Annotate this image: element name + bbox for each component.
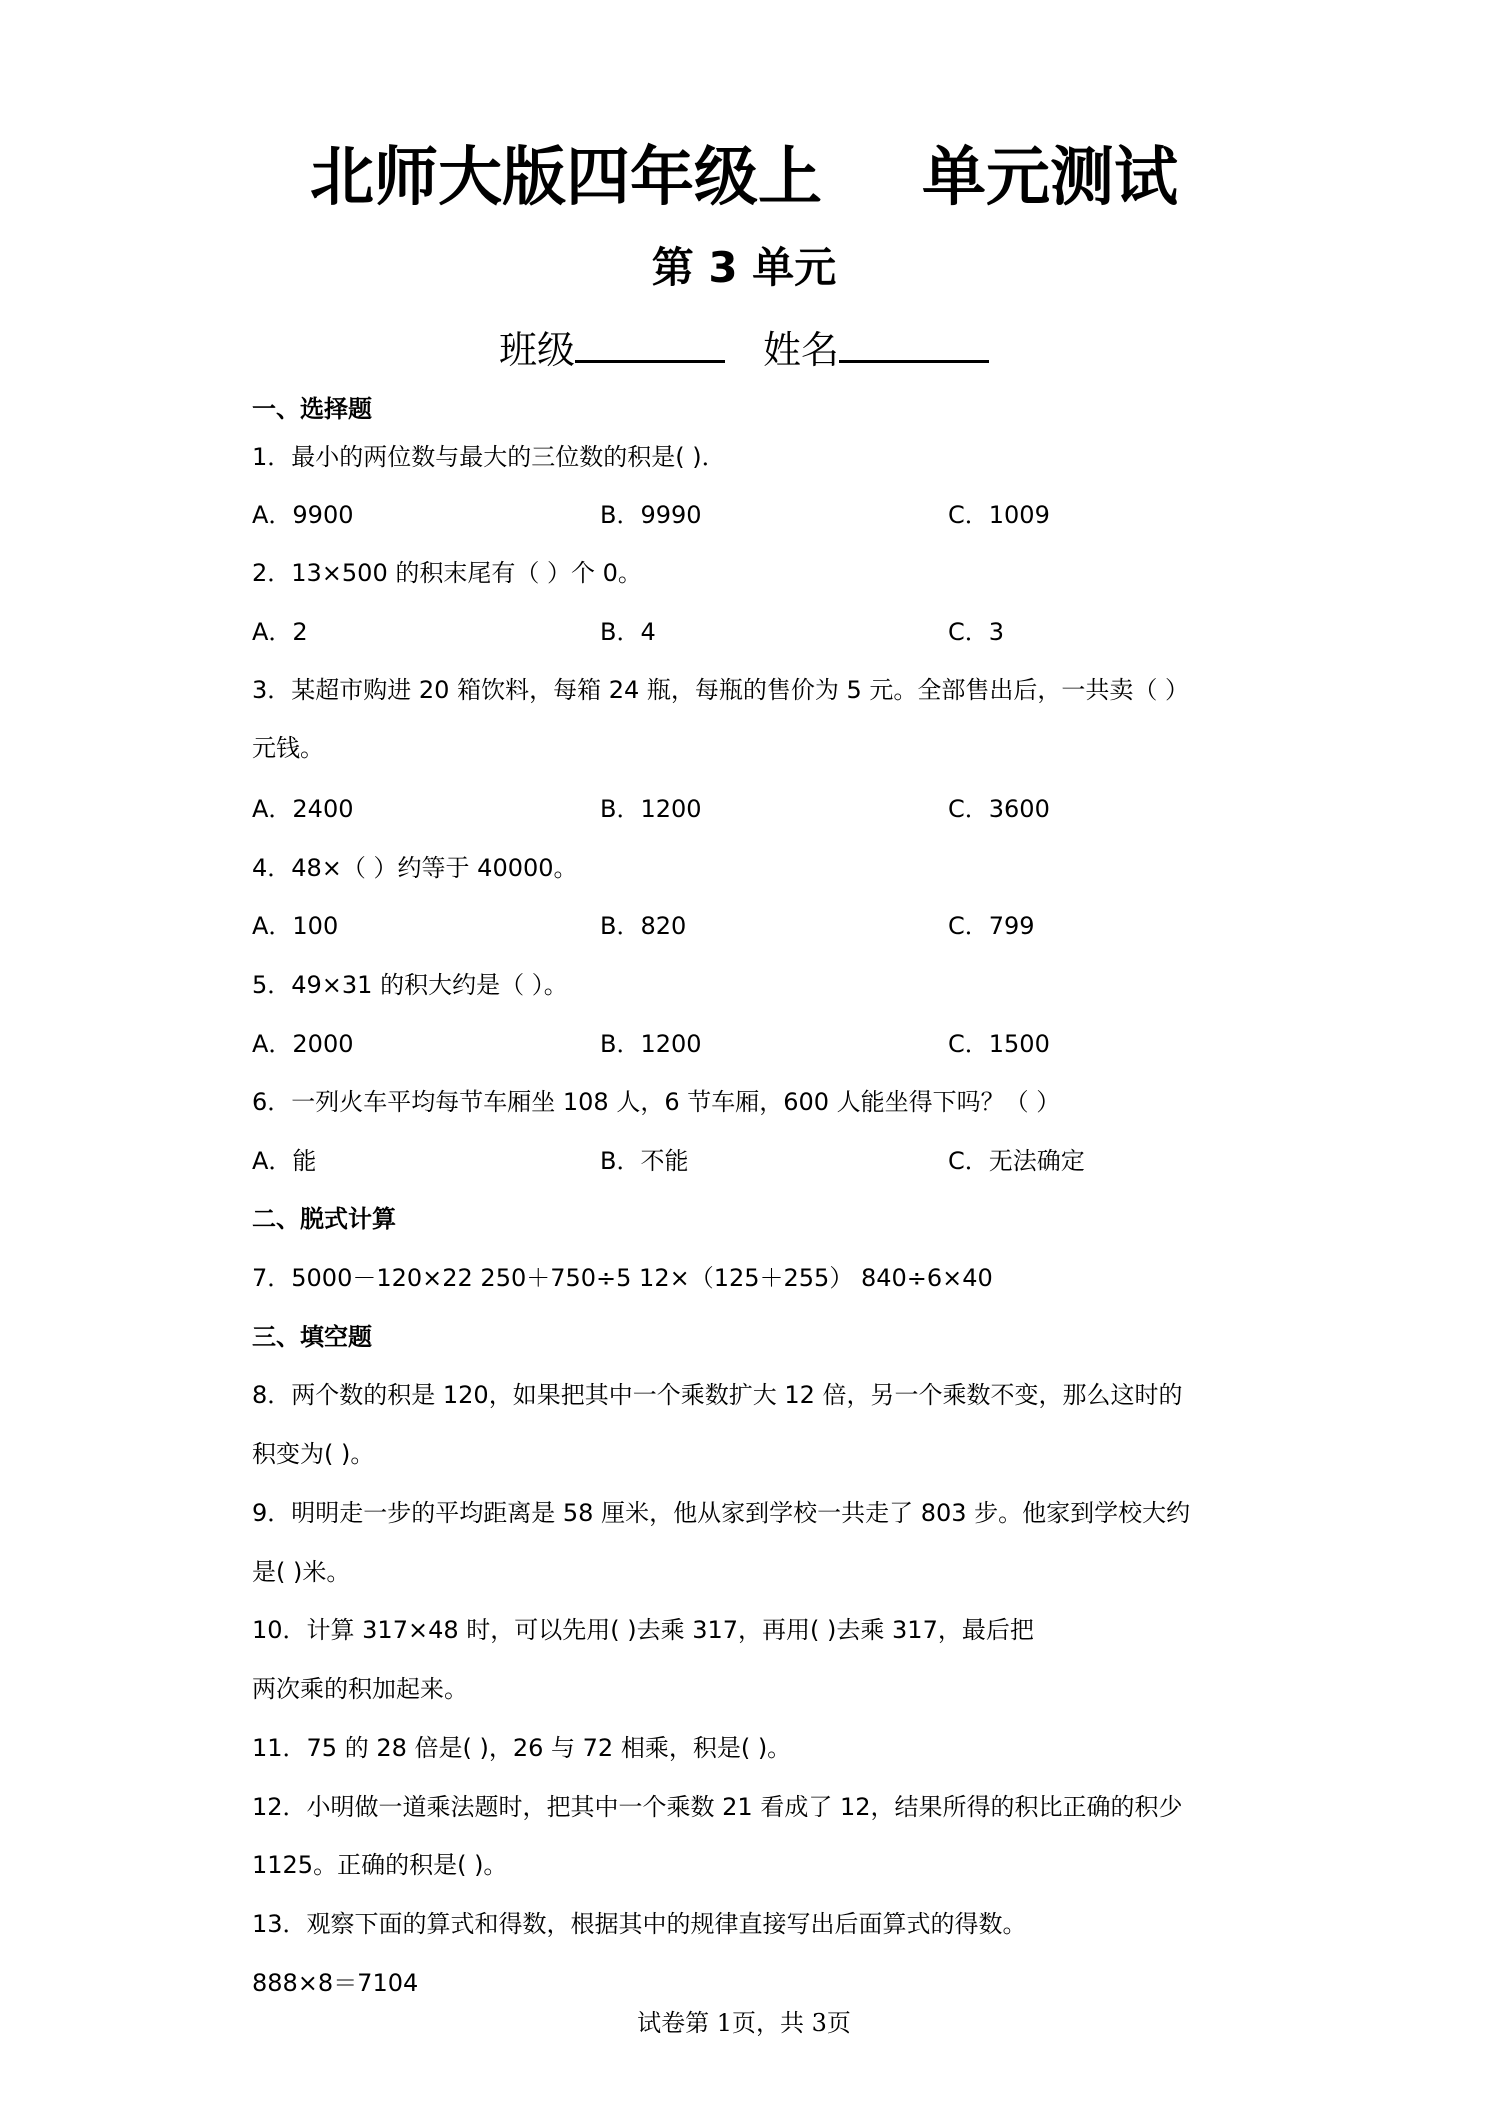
question-6-option-a: A．能 — [252, 1147, 317, 1175]
question-3-text: 3．某超市购进 20 箱饮料，每箱 24 瓶，每瓶的售价为 5 元。全部售出后，一共卖（ ） — [252, 676, 1190, 704]
question-10-text-continued: 两次乘的积加起来。 — [252, 1675, 468, 1703]
question-9-text: 9．明明走一步的平均距离是 58 厘米，他从家到学校一共走了 803 步。他家到学校大约 — [252, 1499, 1191, 1527]
question-3-option-b: B．1200 — [600, 795, 702, 823]
question-1-option-a: A．9900 — [252, 501, 354, 529]
question-2-option-c: C．3 — [948, 618, 1005, 646]
question-1-text: 1．最小的两位数与最大的三位数的积是( )． — [252, 443, 726, 471]
unit-subtitle: 第 3 单元 — [651, 243, 837, 292]
question-4-text: 4．48×（ ）约等于 40000。 — [252, 854, 578, 882]
question-8-text-continued: 积变为( )。 — [252, 1440, 375, 1468]
question-11-text: 11．75 的 28 倍是( )，26 与 72 相乘，积是( )。 — [252, 1734, 792, 1762]
question-5-option-b: B．1200 — [600, 1030, 702, 1058]
class-label: 班级 — [498, 328, 575, 372]
name-blank[interactable] — [839, 322, 989, 363]
question-13-text: 13．观察下面的算式和得数，根据其中的规律直接写出后面算式的得数。 — [252, 1910, 1027, 1938]
question-10-text: 10．计算 317×48 时，可以先用( )去乘 317，再用( )去乘 317，最后把 — [252, 1616, 1034, 1644]
question-4-option-b: B．820 — [600, 912, 687, 940]
question-9-text-continued: 是( )米。 — [252, 1558, 351, 1586]
exam-title-part1: 北师大版四年级上 — [310, 141, 822, 215]
student-info-line — [0, 322, 1488, 376]
question-5-option-a: A．2000 — [252, 1030, 354, 1058]
question-3-option-a: A．2400 — [252, 795, 354, 823]
question-3-text-continued: 元钱。 — [252, 734, 324, 762]
section-title-calculation: 二、脱式计算 — [252, 1205, 396, 1233]
exam-title — [0, 138, 1488, 218]
question-3-option-c: C．3600 — [948, 795, 1050, 823]
question-1-option-c: C．1009 — [948, 501, 1050, 529]
question-5-text: 5．49×31 的积大约是（ ）。 — [252, 971, 568, 999]
page-footer: 试卷第 1页，共 3页 — [637, 2009, 851, 2037]
question-8-text: 8．两个数的积是 120，如果把其中一个乘数扩大 12 倍，另一个乘数不变，那么这时的 — [252, 1381, 1183, 1409]
question-6-option-b: B．不能 — [600, 1147, 689, 1175]
question-2-option-a: A．2 — [252, 618, 308, 646]
question-4-option-c: C．799 — [948, 912, 1035, 940]
exam-title-part2: 单元测试 — [922, 141, 1178, 215]
question-2-text: 2．13×500 的积末尾有（ ）个 0。 — [252, 559, 642, 587]
question-6-text: 6．一列火车平均每节车厢坐 108 人，6 节车厢，600 人能坐得下吗？（ ） — [252, 1088, 1061, 1116]
question-5-option-c: C．1500 — [948, 1030, 1050, 1058]
question-2-option-b: B．4 — [600, 618, 656, 646]
name-label: 姓名 — [763, 328, 840, 372]
question-6-option-c: C．无法确定 — [948, 1147, 1085, 1175]
class-blank[interactable] — [575, 322, 725, 363]
question-12-text: 12．小明做一道乘法题时，把其中一个乘数 21 看成了 12，结果所得的积比正确的积少 — [252, 1793, 1183, 1821]
question-12-text-continued: 1125。正确的积是( )。 — [252, 1851, 508, 1879]
question-7-text: 7．5000－120×22 250＋750÷5 12×（125＋255） 840÷6×40 — [252, 1264, 993, 1292]
section-title-choice: 一、选择题 — [252, 395, 372, 423]
question-1-option-b: B．9990 — [600, 501, 702, 529]
question-13-example: 888×8＝7104 — [252, 1969, 419, 1997]
section-title-fill-blank: 三、填空题 — [252, 1323, 372, 1351]
question-4-option-a: A．100 — [252, 912, 339, 940]
